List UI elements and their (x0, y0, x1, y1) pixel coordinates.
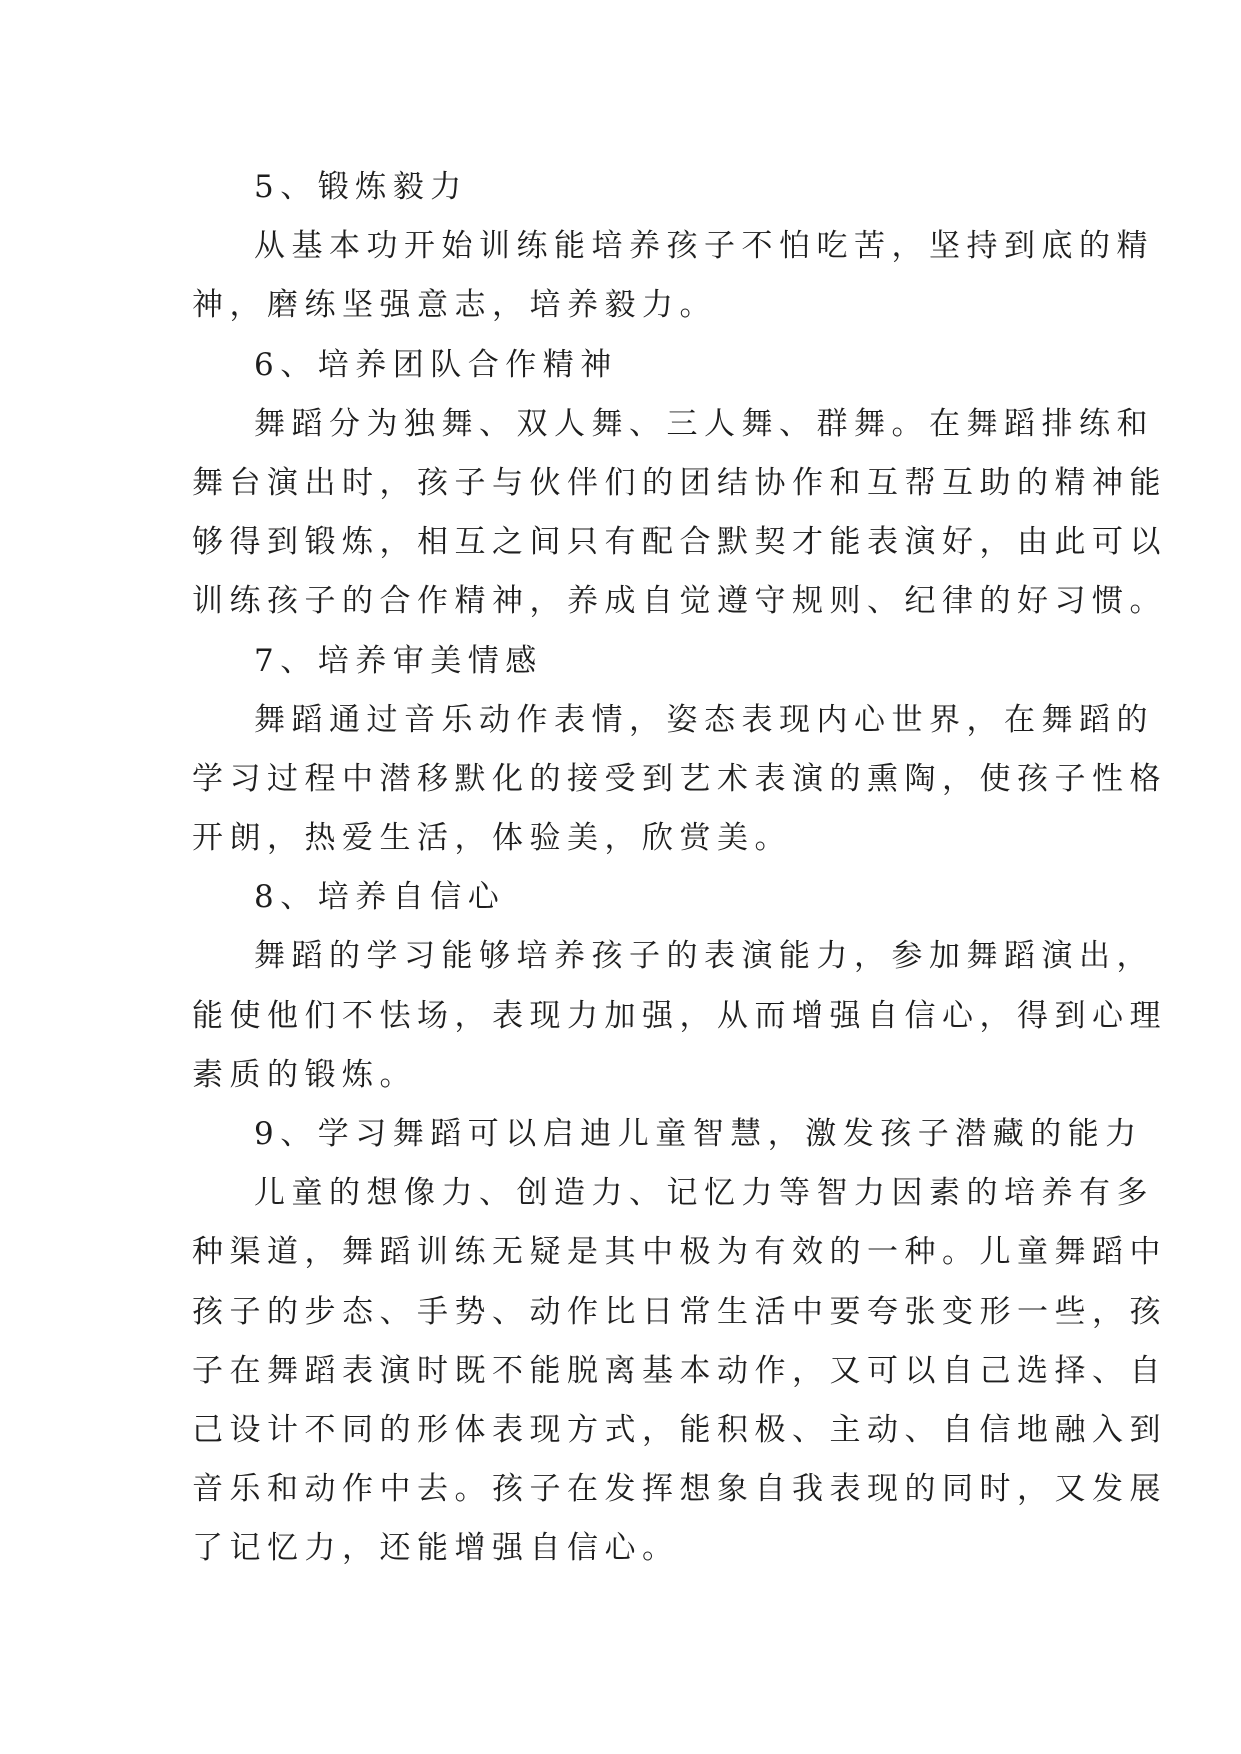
paragraph-line: 能使他们不怯场，表现力加强，从而增强自信心，得到心理 (192, 997, 1167, 1034)
paragraph-line: 舞蹈通过音乐动作表情，姿态表现内心世界，在舞蹈的 (254, 701, 1154, 738)
section-heading-5: 5、锻炼毅力 (254, 169, 468, 205)
paragraph-line: 训练孩子的合作精神，养成自觉遵守规则、纪律的好习惯。 (192, 583, 1167, 620)
paragraph-line: 孩子的步态、手势、动作比日常生活中要夸张变形一些，孩 (192, 1293, 1167, 1330)
paragraph-line: 音乐和动作中去。孩子在发挥想象自我表现的同时，又发展 (192, 1471, 1167, 1508)
paragraph-line: 舞蹈分为独舞、双人舞、三人舞、群舞。在舞蹈排练和 (254, 405, 1154, 442)
paragraph-line: 己设计不同的形体表现方式，能积极、主动、自信地融入到 (192, 1411, 1167, 1448)
paragraph-line: 从基本功开始训练能培养孩子不怕吃苦，坚持到底的精 (254, 228, 1154, 265)
section-heading-9: 9、学习舞蹈可以启迪儿童智慧，激发孩子潜藏的能力 (254, 1116, 1143, 1152)
section-heading-8: 8、培养自信心 (254, 879, 506, 916)
section-heading-6: 6、培养团队合作精神 (254, 346, 618, 383)
paragraph-line: 儿童的想像力、创造力、记忆力等智力因素的培养有多 (254, 1175, 1154, 1212)
paragraph-line: 种渠道，舞蹈训练无疑是其中极为有效的一种。儿童舞蹈中 (192, 1234, 1167, 1271)
paragraph-line: 素质的锻炼。 (192, 1056, 417, 1093)
paragraph-line: 开朗，热爱生活，体验美，欣赏美。 (192, 820, 792, 857)
section-heading-7: 7、培养审美情感 (254, 642, 543, 679)
document-body (192, 158, 1167, 1579)
paragraph-line: 子在舞蹈表演时既不能脱离基本动作，又可以自己选择、自 (192, 1352, 1167, 1389)
paragraph-line: 了记忆力，还能增强自信心。 (192, 1530, 680, 1567)
paragraph-line: 够得到锻炼，相互之间只有配合默契才能表演好，由此可以 (192, 524, 1167, 561)
paragraph-line: 学习过程中潜移默化的接受到艺术表演的熏陶，使孩子性格 (192, 760, 1167, 797)
paragraph-line: 神，磨练坚强意志，培养毅力。 (192, 287, 717, 324)
paragraph-line: 舞蹈的学习能够培养孩子的表演能力，参加舞蹈演出， (254, 938, 1154, 975)
paragraph-line: 舞台演出时，孩子与伙伴们的团结协作和互帮互助的精神能 (192, 464, 1167, 501)
